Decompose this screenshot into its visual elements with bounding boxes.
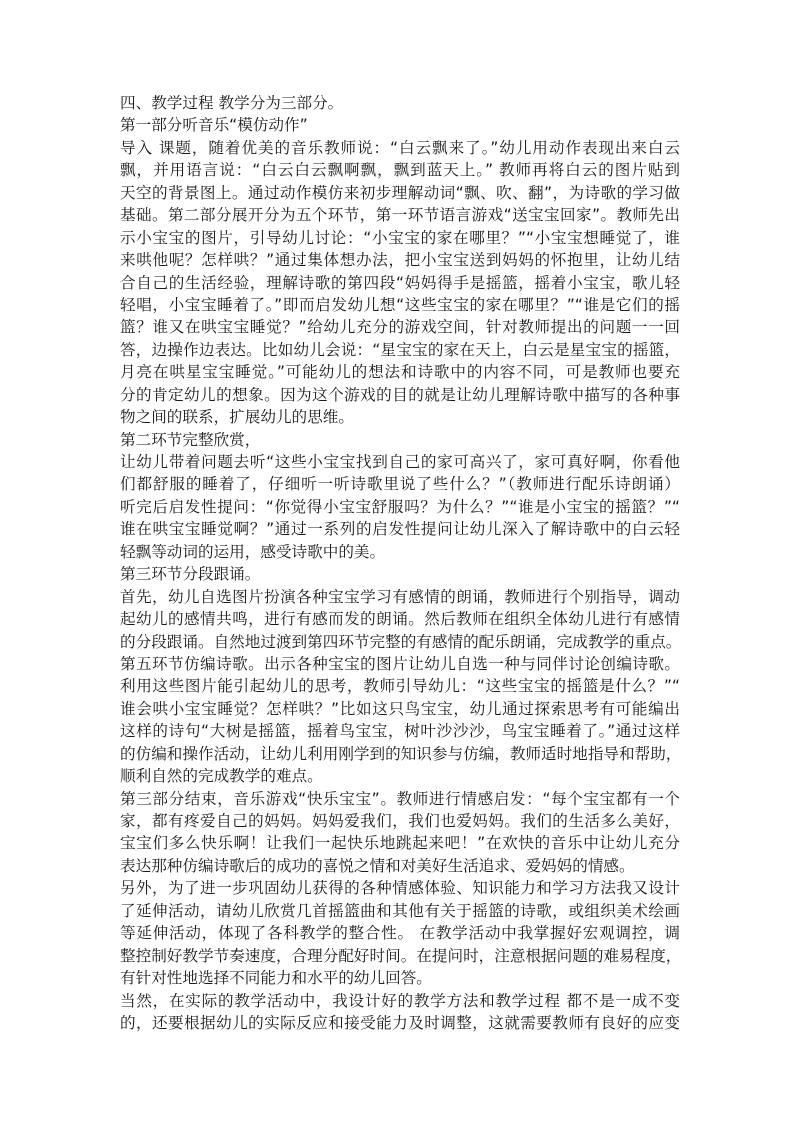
- text-line: 第五环节仿编诗歌。出示各种宝宝的图片让幼儿自选一种与同伴讨论创编诗歌。: [120, 654, 680, 673]
- text-line: 让幼儿带着问题去听“这些小宝宝找到自己的家可高兴了，家可真好啊，你看他: [120, 453, 680, 471]
- text-line: 等延伸活动，体现了各科教学的整合性。 在教学活动中我掌握好宏观调控，调: [120, 924, 680, 943]
- text-line: 们都舒服的睡着了，仔细听一听诗歌里说了些什么？”（教师进行配乐诗朗诵）: [120, 475, 680, 494]
- text-line: 谁会哄小宝宝睡觉？怎样哄？”比如这只鸟宝宝，幼儿通过探索思考有可能编出: [120, 699, 680, 718]
- part-heading: 第二环节完整欣赏，: [120, 430, 261, 449]
- text-line: 合自己的生活经验，理解诗歌的第四段“妈妈得手是摇篮，摇着小宝宝，歌儿轻: [120, 273, 680, 292]
- text-line: 来哄他呢？怎样哄？”通过集体想办法，把小宝宝送到妈妈的怀抱里，让幼儿结: [120, 251, 680, 270]
- text-line: 的，还要根据幼儿的实际反应和接受能力及时调整，这就需要教师有良好的应变: [120, 1013, 680, 1032]
- text-line: 顺利自然的完成教学的难点。: [120, 767, 323, 786]
- document-body: [120, 92, 680, 1034]
- text-line: 宝宝们多么快乐啊！让我们一起快乐地跳起来吧！”在欢快的音乐中让幼儿充分: [120, 834, 680, 853]
- text-line: 答，边操作边表达。比如幼儿会说：“星宝宝的家在天上，白云是星宝宝的摇篮，: [120, 340, 680, 359]
- text-line: 有针对性地选择不同能力和水平的幼儿回答。: [120, 969, 432, 988]
- text-line: 另外，为了进一步巩固幼儿获得的各种情感体验、知识能力和学习方法我又设计: [120, 879, 680, 898]
- text-line: 这样的诗句“大树是摇篮，摇着鸟宝宝，树叶沙沙沙，鸟宝宝睡着了。”通过这样: [120, 722, 680, 741]
- text-line: 基础。第二部分展开分为五个环节，第一环节语言游戏“送宝宝回家”。教师先出: [120, 206, 680, 225]
- text-line: 了延伸活动，请幼儿欣赏几首摇篮曲和其他有关于摇篮的诗歌，或组织美术绘画: [120, 901, 680, 920]
- text-line: 月亮在哄星宝宝睡觉。”可能幼儿的想法和诗歌中的内容不同，可是教师也要充: [120, 363, 680, 382]
- text-line: 物之间的联系，扩展幼儿的思维。: [120, 408, 354, 427]
- text-line: 整控制好教学节奏速度，合理分配好时间。在提问时，注意根据问题的难易程度，: [120, 946, 682, 965]
- text-line: 示小宝宝的图片，引导幼儿讨论：“小宝宝的家在哪里？”“小宝宝想睡觉了，谁: [120, 228, 680, 247]
- text-line: 的仿编和操作活动，让幼儿利用刚学到的知识参与仿编，教师适时地指导和帮助，: [120, 744, 682, 763]
- text-line: 天空的背景图上。通过动作模仿来初步理解动词“飘、吹、翻”，为诗歌的学习做: [120, 183, 680, 202]
- section-heading: 四、教学过程 教学分为三部分。: [120, 94, 344, 112]
- text-line: 首先，幼儿自选图片扮演各种宝宝学习有感情的朗诵，教师进行个别指导，调动: [120, 587, 680, 606]
- text-line: 当然，在实际的教学活动中，我设计好的教学方法和教学过程 都不是一成不变: [120, 991, 680, 1010]
- text-line: 轻唱，小宝宝睡着了。”即而启发幼儿想“这些宝宝的家在哪里？”“谁是它们的摇: [120, 295, 680, 314]
- text-line: 第三部分结束，音乐游戏“快乐宝宝”。教师进行情感启发：“每个宝宝都有一个: [120, 789, 680, 808]
- text-line: 轻飘等动词的运用，感受诗歌中的美。: [120, 542, 386, 561]
- text-line: 的分段跟诵。自然地过渡到第四环节完整的有感情的配乐朗诵，完成教学的重点。: [120, 632, 682, 651]
- part-heading: 第三环节分段跟诵。: [120, 565, 261, 584]
- text-line: 起幼儿的感情共鸣，进行有感而发的朗诵。然后教师在组织全体幼儿进行有感情: [120, 610, 680, 629]
- text-line: 导入 课题，随着优美的音乐教师说：“白云飘来了。”幼儿用动作表现出来白云: [120, 138, 680, 157]
- part-heading: 第一部分听音乐“模仿动作”: [120, 116, 308, 135]
- text-line: 分的肯定幼儿的想象。因为这个游戏的目的就是让幼儿理解诗歌中描写的各种事: [120, 385, 680, 404]
- text-line: 利用这些图片能引起幼儿的思考，教师引导幼儿：“这些宝宝的摇篮是什么？”“: [120, 677, 680, 696]
- text-line: 表达那种仿编诗歌后的成功的喜悦之情和对美好生活追求、爱妈妈的情感。: [120, 856, 635, 875]
- text-line: 飘，并用语言说：“白云白云飘啊飘，飘到蓝天上。” 教师再将白云的图片贴到: [120, 161, 680, 180]
- text-line: 篮？谁又在哄宝宝睡觉？”给幼儿充分的游戏空间，针对教师提出的问题一一回: [120, 318, 680, 337]
- text-line: 家，都有疼爱自己的妈妈。妈妈爱我们，我们也爱妈妈。我们的生活多么美好，: [120, 812, 680, 830]
- text-line: 谁在哄宝宝睡觉啊？”通过一系列的启发性提问让幼儿深入了解诗歌中的白云轻: [120, 520, 680, 539]
- text-line: 听完后启发性提问：“你觉得小宝宝舒服吗？为什么？”“谁是小宝宝的摇篮？”“: [120, 497, 680, 516]
